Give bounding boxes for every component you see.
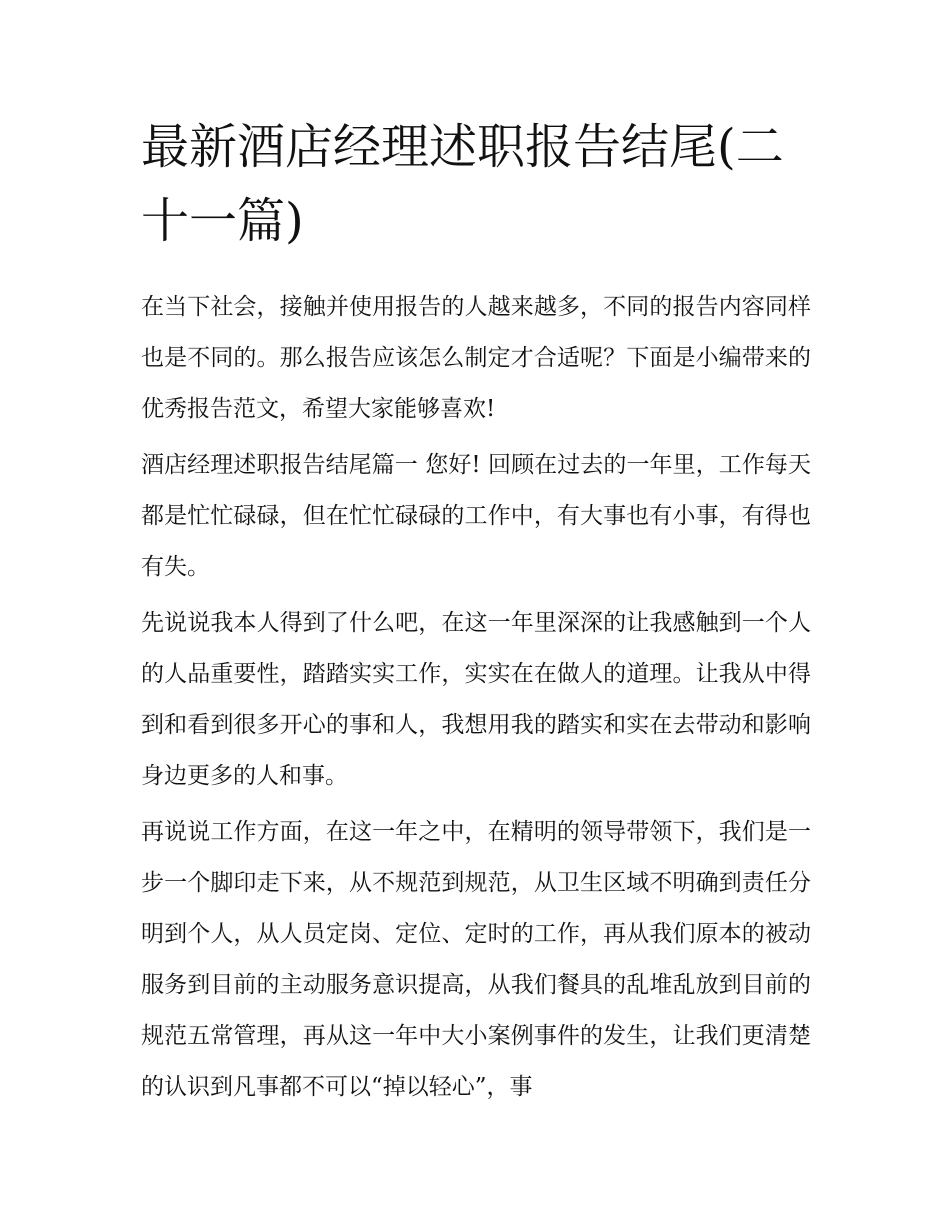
document-title: 最新酒店经理述职报告结尾(二十一篇) bbox=[141, 119, 784, 249]
paragraph-work-aspects: 再说说工作方面，在这一年之中，在精明的领导带领下，我们是一步一个脚印走下来，从不规范到规范，从卫生区域不明确到责任分明到个人，从人员定岗、定位、定时的工作，再从我们原本的被动服务到目前的主动服务意识提高，从我们餐具的乱堆乱放到目前的规范五常管理，再从这一年中大小案例事件的发生，让我们更清楚的认识到凡事都不可以“掉以轻心”，事 bbox=[141, 819, 811, 1100]
paragraph-personal-gains: 先说说我本人得到了什么吧，在这一年里深深的让我感触到一个人的人品重要性，踏踏实实工作，实实在在做人的道理。让我从中得到和看到很多开心的事和人，我想用我的踏实和实在去带动和影响身边更多的人和事。 bbox=[141, 610, 811, 789]
paragraph-opening: 酒店经理述职报告结尾篇一 您好! 回顾在过去的一年里，工作每天都是忙忙碌碌，但在忙忙碌碌的工作中，有大事也有小事，有得也有失。 bbox=[141, 452, 811, 580]
paragraph-intro: 在当下社会，接触并使用报告的人越来越多，不同的报告内容同样也是不同的。那么报告应该怎么制定才合适呢？下面是小编带来的优秀报告范文，希望大家能够喜欢! bbox=[141, 294, 811, 422]
document-body bbox=[141, 282, 811, 1113]
document-content bbox=[141, 110, 811, 1118]
